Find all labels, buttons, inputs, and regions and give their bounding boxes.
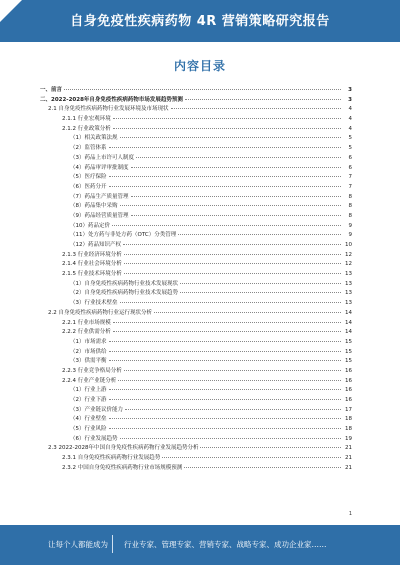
toc-entry[interactable] <box>40 396 352 406</box>
toc-leader-dots <box>109 350 342 352</box>
toc-leader-dots <box>185 98 341 100</box>
toc-leader-dots <box>180 291 341 293</box>
toc-entry-label: （3）产业链议价能力 <box>70 406 123 413</box>
toc-entry-label: 2.1.1 行业宏观环境 <box>62 116 111 123</box>
toc-entry[interactable] <box>40 183 352 193</box>
toc-entry[interactable] <box>40 154 352 164</box>
footer-tagline: 行业专家、管理专家、营销专家、战略专家、成功企业家…… <box>124 540 327 549</box>
toc-leader-dots <box>123 243 341 245</box>
toc-entry-label: （1）市场需求 <box>70 338 107 345</box>
toc-entry-label: （2）行业下游 <box>70 397 107 403</box>
toc-entry[interactable] <box>40 454 352 464</box>
toc-entry-label: （2）自身免疫性疾病药物行业技术发展趋势 <box>70 290 179 297</box>
toc-entry-label: 2.3 2022-2028年中国自身免疫性疾病药物行业发展趋势分析 <box>48 445 199 452</box>
toc-entry[interactable] <box>40 212 352 222</box>
toc-entry-page: 16 <box>345 377 352 384</box>
toc-entry-label: （3）行业技术壁垒 <box>70 300 118 307</box>
toc-entry-label: 2.3.2 中国自身免疫性疾病药物行业市场规模预测 <box>62 464 183 471</box>
toc-entry-label: （8）药品集中采购 <box>70 203 118 210</box>
toc-leader-dots <box>109 340 342 342</box>
toc-entry-label: （1）相关政策法规 <box>70 135 118 142</box>
footer-divider <box>112 535 113 553</box>
toc-entry-label: （2）监管体系 <box>70 145 107 152</box>
toc-entry-page: 15 <box>345 348 352 355</box>
toc-entry[interactable] <box>40 280 352 290</box>
toc-entry[interactable] <box>40 289 352 299</box>
toc-leader-dots <box>113 330 341 332</box>
toc-entry-page: 14 <box>345 329 352 336</box>
toc-entry[interactable] <box>40 144 352 154</box>
toc-leader-dots <box>125 408 341 410</box>
toc-entry[interactable] <box>40 425 352 435</box>
toc-entry[interactable] <box>40 164 352 174</box>
toc-entry[interactable] <box>40 338 352 348</box>
toc-entry[interactable] <box>40 222 352 232</box>
toc-entry-page: 9 <box>348 232 352 239</box>
toc-entry[interactable] <box>40 435 352 445</box>
toc-leader-dots <box>109 359 342 361</box>
toc-entry-label: （3）供需平衡 <box>70 358 107 365</box>
toc-entry-page: 13 <box>345 300 352 307</box>
toc-leader-dots <box>154 311 341 313</box>
toc-entry[interactable] <box>40 270 352 280</box>
toc-entry-label: 2.2 自身免疫性疾病药物行业运行现状分析 <box>48 309 152 316</box>
toc-entry-label: （6）医药分开 <box>70 183 107 190</box>
toc-entry[interactable] <box>40 125 352 135</box>
toc-entry-label: 2.2.1 行业市场规模 <box>62 319 111 326</box>
toc-entry-page: 3 <box>348 96 352 103</box>
toc-entry-page: 8 <box>348 193 352 200</box>
toc-leader-dots <box>162 456 341 458</box>
toc-entry[interactable] <box>40 357 352 367</box>
toc-entry[interactable] <box>40 260 352 270</box>
toc-entry-page: 4 <box>348 106 352 113</box>
toc-entry[interactable] <box>40 367 352 377</box>
toc-entry[interactable] <box>40 251 352 261</box>
toc-entry-page: 16 <box>345 387 352 394</box>
toc-entry-label: 2.1 自身免疫性疾病药物行业发展环境及市场现状 <box>48 106 169 113</box>
toc-leader-dots <box>124 253 341 255</box>
toc-entry-label: 2.1.4 行业社会环境分析 <box>62 261 122 268</box>
toc-entry-page: 13 <box>345 290 352 297</box>
toc-entry-page: 16 <box>345 367 352 374</box>
toc-entry[interactable] <box>40 231 352 241</box>
toc-entry-page: 9 <box>348 222 352 229</box>
toc-leader-dots <box>124 272 341 274</box>
toc-entry-page: 10 <box>345 242 352 248</box>
toc-entry[interactable] <box>40 299 352 309</box>
toc-entry-label: 一、前言 <box>40 87 63 93</box>
toc-leader-dots <box>178 233 341 235</box>
toc-leader-dots <box>171 107 342 109</box>
toc-entry-label: 二、2022-2028年自身免疫性疾病药物市场发展趋势预测 <box>40 96 183 103</box>
toc-leader-dots <box>113 117 341 119</box>
toc-entry-label: 2.1.2 行业政策分析 <box>62 125 111 132</box>
toc-entry-page: 6 <box>348 164 352 171</box>
toc-title: 内容目录 <box>173 59 226 73</box>
toc-entry[interactable] <box>40 193 352 203</box>
toc-entry-label: （12）药品知识产权 <box>70 242 121 248</box>
toc-entry-page: 18 <box>345 416 352 423</box>
toc-entry-page: 5 <box>348 145 352 152</box>
toc-leader-dots <box>131 214 341 216</box>
toc-leader-dots <box>120 301 342 303</box>
toc-entry-page: 8 <box>348 203 352 210</box>
toc-entry[interactable] <box>40 173 352 183</box>
toc-entry-label: （1）自身免疫性疾病药物行业技术发展现状 <box>70 280 179 287</box>
toc-leader-dots <box>109 417 342 419</box>
toc-leader-dots <box>113 321 341 323</box>
toc-leader-dots <box>64 88 341 90</box>
toc-leader-dots <box>109 185 342 187</box>
toc-entry[interactable] <box>40 309 352 319</box>
toc-entry[interactable] <box>40 241 352 251</box>
toc-entry-page: 6 <box>348 154 352 161</box>
toc-entry[interactable] <box>40 86 352 96</box>
toc-entry-label: （5）医疗保险 <box>70 174 107 181</box>
toc-entry[interactable] <box>40 406 352 416</box>
toc-entry-page: 19 <box>345 435 352 442</box>
toc-entry[interactable] <box>40 348 352 358</box>
toc-leader-dots <box>180 282 341 284</box>
toc-entry-page: 13 <box>345 271 352 278</box>
toc-entry[interactable] <box>40 377 352 387</box>
toc-leader-dots <box>118 379 341 381</box>
toc-entry-label: （5）行业风险 <box>70 426 107 433</box>
toc-entry-page: 4 <box>348 125 352 132</box>
toc-entry-page: 14 <box>345 319 352 326</box>
toc-entry-page: 4 <box>348 116 352 123</box>
footer-slogan: 让每个人都能成为 <box>48 540 108 549</box>
toc-entry-page: 15 <box>345 338 352 345</box>
page-number: 1 <box>348 511 352 517</box>
toc-entry-page: 13 <box>345 280 352 287</box>
toc-leader-dots <box>184 466 341 468</box>
toc-leader-dots <box>109 427 342 429</box>
toc-entry[interactable] <box>40 134 352 144</box>
toc-entry[interactable] <box>40 96 352 106</box>
toc-leader-dots <box>124 369 341 371</box>
toc-leader-dots <box>131 166 341 168</box>
toc-leader-dots <box>120 204 342 206</box>
table-of-contents <box>40 86 352 474</box>
toc-entry-page: 16 <box>345 397 352 403</box>
toc-leader-dots <box>120 437 342 439</box>
toc-entry[interactable] <box>40 115 352 125</box>
toc-entry-page: 12 <box>345 251 352 258</box>
toc-entry-label: （2）市场供给 <box>70 348 107 355</box>
toc-entry-label: 2.2.4 行业产业链分析 <box>62 377 117 384</box>
toc-entry-page: 14 <box>345 309 352 316</box>
toc-entry-label: 2.2.2 行业供需分析 <box>62 329 111 336</box>
toc-leader-dots <box>200 446 341 448</box>
toc-entry-label: （11）处方药与非处方药（OTC）分类管理 <box>70 232 177 239</box>
toc-entry-label: （1）行业上游 <box>70 387 107 394</box>
toc-entry[interactable] <box>40 415 352 425</box>
header-banner <box>0 0 400 42</box>
toc-entry[interactable] <box>40 202 352 212</box>
toc-entry-page: 7 <box>348 183 352 190</box>
toc-entry-label: （9）药品经营质量管理 <box>70 212 129 219</box>
toc-entry-page: 17 <box>345 406 352 413</box>
toc-leader-dots <box>112 224 341 226</box>
toc-leader-dots <box>120 136 342 138</box>
toc-entry-label: （3）药品上市许可人制度 <box>70 154 135 161</box>
toc-entry[interactable] <box>40 319 352 329</box>
toc-entry-page: 5 <box>348 135 352 142</box>
toc-entry[interactable] <box>40 464 352 474</box>
toc-entry-page: 15 <box>345 358 352 365</box>
toc-entry-label: （4）行业壁垒 <box>70 416 107 423</box>
toc-entry-label: 2.3.1 自身免疫性疾病药物行业发展趋势 <box>62 455 161 462</box>
report-title: 自身免疫性疾病药物 4R 营销策略研究报告 <box>70 14 330 29</box>
toc-entry[interactable] <box>40 444 352 454</box>
toc-entry-label: （6）行业发展趋势 <box>70 435 118 442</box>
toc-leader-dots <box>109 398 342 400</box>
toc-entry-page: 8 <box>348 212 352 219</box>
toc-leader-dots <box>109 175 342 177</box>
toc-leader-dots <box>124 262 341 264</box>
toc-entry-page: 21 <box>345 455 352 462</box>
toc-leader-dots <box>113 127 341 129</box>
footer-banner <box>0 525 400 565</box>
toc-entry-label: （10）药品定价 <box>70 222 110 229</box>
toc-entry-page: 21 <box>345 464 352 471</box>
toc-entry[interactable] <box>40 386 352 396</box>
toc-entry-page: 3 <box>348 87 352 93</box>
toc-entry-label: 2.1.3 行业经济环境分析 <box>62 251 122 258</box>
toc-entry[interactable] <box>40 105 352 115</box>
toc-entry-label: （4）药品审评审批制度 <box>70 164 129 171</box>
toc-entry[interactable] <box>40 328 352 338</box>
toc-leader-dots <box>109 388 342 390</box>
toc-entry-page: 21 <box>345 445 352 452</box>
toc-entry-page: 12 <box>345 261 352 268</box>
toc-leader-dots <box>109 146 342 148</box>
toc-entry-page: 7 <box>348 174 352 181</box>
toc-leader-dots <box>136 156 341 158</box>
toc-leader-dots <box>131 195 341 197</box>
toc-entry-label: 2.2.3 行业竞争格局分析 <box>62 367 122 374</box>
toc-entry-label: （7）药品生产质量管理 <box>70 193 129 200</box>
toc-entry-label: 2.1.5 行业技术环境分析 <box>62 271 122 278</box>
toc-entry-page: 18 <box>345 426 352 433</box>
